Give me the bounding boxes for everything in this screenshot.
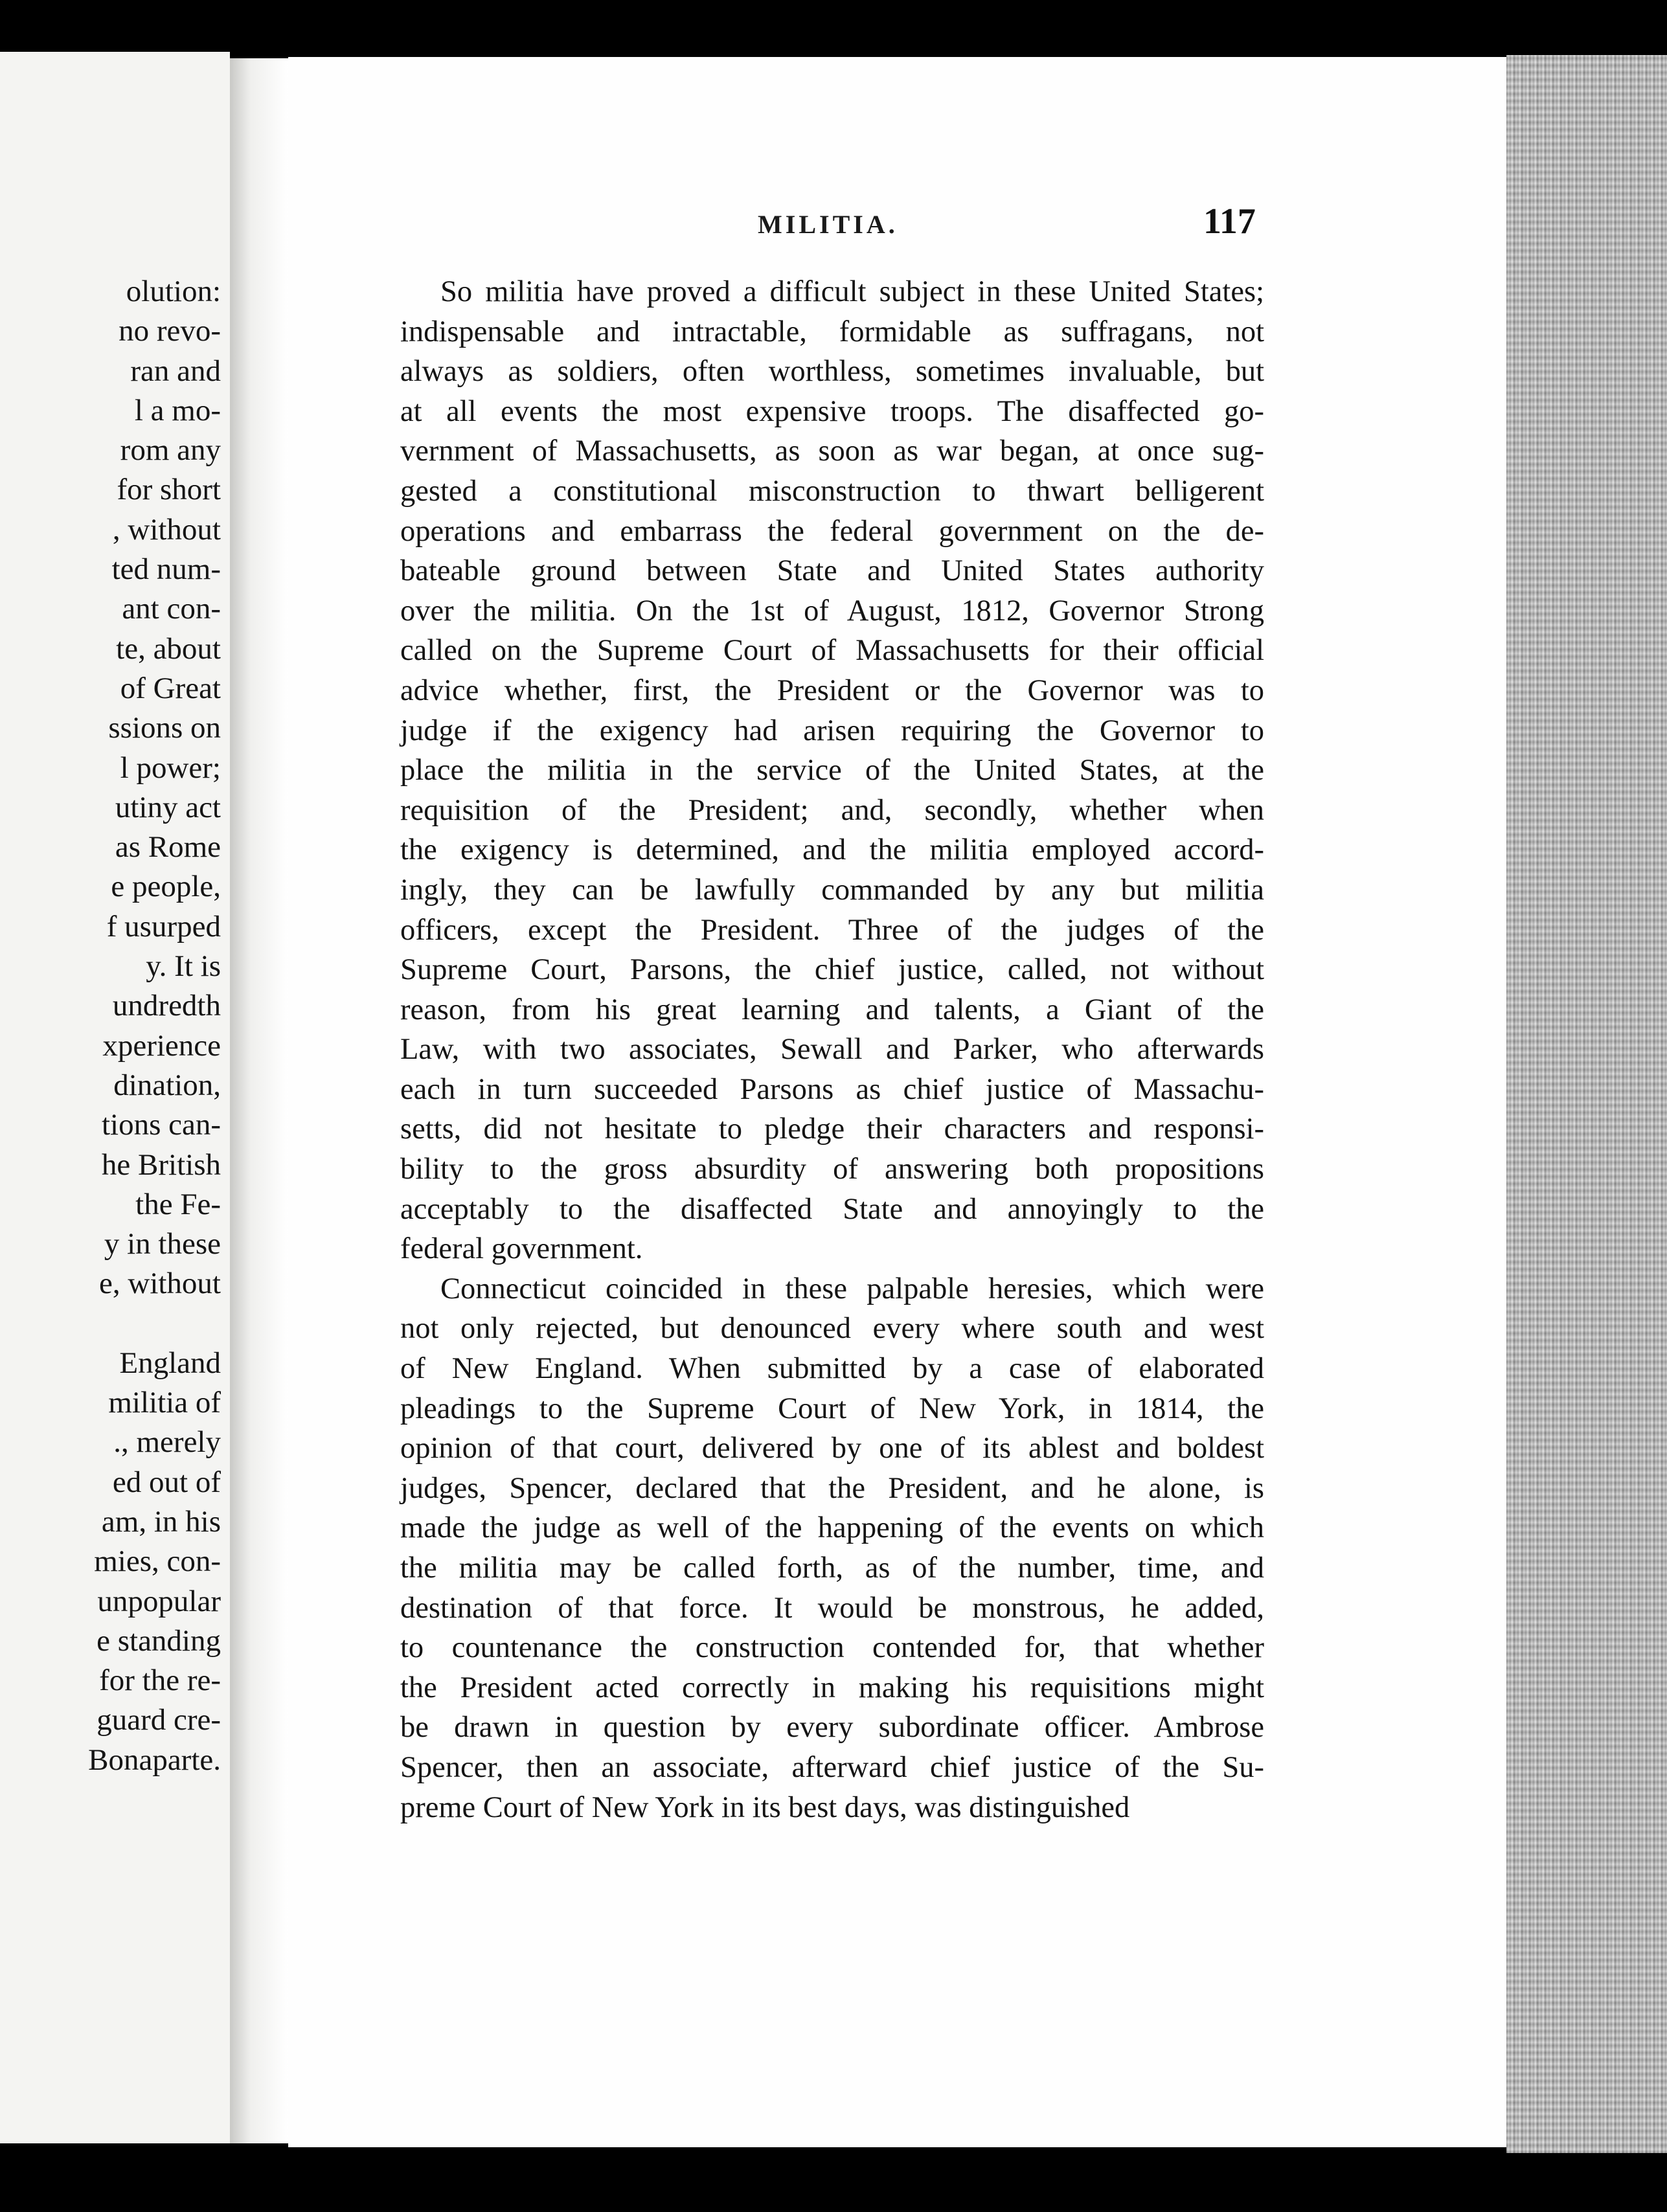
text-line: advice whether, first, the President or the Governor was to: [400, 673, 1264, 707]
facing-page-line: dination,: [113, 1068, 221, 1102]
text-line: reason, from his great learning and talents, a Giant of the: [400, 993, 1264, 1026]
facing-page-line: the Fe-: [135, 1187, 221, 1221]
text-line: called on the Supreme Court of Massachusetts for their official: [400, 634, 1264, 668]
facing-page-line: te, about: [116, 631, 221, 666]
facing-page-line: xperience: [102, 1028, 221, 1063]
facing-page-line: f usurped: [106, 909, 221, 943]
page-body-text: [400, 272, 1264, 1827]
text-line: ingly, they can be lawfully commanded by any but militia: [400, 873, 1264, 907]
text-line: bility to the gross absurdity of answering both propositions: [400, 1153, 1264, 1186]
text-line: the President acted correctly in making his requisitions might: [400, 1671, 1264, 1704]
page-number: 117: [1203, 201, 1256, 242]
text-line: judge if the exigency had arisen requiring the Governor to: [400, 714, 1264, 747]
text-line: judges, Spencer, declared that the President, and he alone, is: [400, 1471, 1264, 1505]
page-edge-stack: [1506, 55, 1667, 2153]
facing-page-line: e standing: [96, 1623, 221, 1658]
facing-page-line: as Rome: [115, 830, 221, 864]
facing-page-line: ant con-: [122, 592, 221, 626]
facing-page-line: ran and: [130, 354, 221, 388]
text-line: destination of that force. It would be monstrous, he added,: [400, 1591, 1264, 1625]
facing-page-line: Bonaparte.: [88, 1743, 221, 1777]
text-line: vernment of Massachusetts, as soon as war began, at once sug-: [400, 435, 1264, 468]
text-line: the exigency is determined, and the militia employed accord-: [400, 833, 1264, 867]
facing-page-line: , without: [112, 512, 221, 547]
facing-page-line: undredth: [112, 989, 221, 1023]
facing-page-line: tions can-: [101, 1108, 221, 1142]
facing-page-line: guard cre-: [96, 1703, 221, 1737]
text-line: opinion of that court, delivered by one of its ablest and boldest: [400, 1432, 1264, 1465]
facing-page-paragraph-gap: [0, 1304, 221, 1344]
text-line: at all events the most expensive troops. The disaffected go-: [400, 394, 1264, 428]
text-line: preme Court of New York in its best days, was distinguished: [400, 1790, 1130, 1824]
text-line: each in turn succeeded Parsons as chief justice of Massachu-: [400, 1072, 1264, 1106]
facing-page-line: l power;: [120, 751, 221, 785]
facing-page-line: utiny act: [115, 790, 221, 824]
facing-page-line: l a mo-: [134, 393, 221, 427]
facing-page-line: ssions on: [108, 711, 221, 745]
text-line: be drawn in question by every subordinate officer. Ambrose: [400, 1711, 1264, 1744]
paragraph: [400, 1269, 1264, 1827]
text-line: operations and embarrass the federal government on the de-: [400, 514, 1264, 548]
text-line: federal government.: [400, 1232, 643, 1266]
facing-page-line: mies, con-: [94, 1544, 221, 1579]
facing-page: [0, 52, 230, 2143]
text-line: not only rejected, but denounced every where south and west: [400, 1312, 1264, 1346]
facing-page-line: of Great: [120, 671, 221, 705]
text-line: So militia have proved a difficult subject in these United States;: [440, 275, 1264, 308]
facing-page-line: am, in his: [101, 1504, 221, 1539]
facing-page-line: y. It is: [146, 949, 221, 984]
facing-page-line: for the re-: [99, 1664, 221, 1698]
text-line: Supreme Court, Parsons, the chief justice, called, not without: [400, 953, 1264, 987]
text-line: the militia may be called forth, as of the number, time, and: [400, 1552, 1264, 1585]
book-gutter: [230, 58, 288, 2143]
facing-page-line: y in these: [104, 1227, 221, 1261]
running-head: MILITIA.: [758, 210, 898, 239]
facing-page-line: e, without: [99, 1267, 221, 1301]
text-line: requisition of the President; and, secondly, whether when: [400, 793, 1264, 827]
paragraph: [400, 272, 1264, 1269]
facing-page-line: England: [119, 1346, 221, 1380]
text-line: made the judge as well of the happening of the events on which: [400, 1511, 1264, 1545]
facing-page-line: he British: [101, 1147, 221, 1182]
text-line: Connecticut coincided in these palpable heresies, which were: [440, 1272, 1264, 1305]
facing-page-line: for short: [117, 473, 221, 507]
facing-page-line: rom any: [120, 433, 221, 468]
text-line: setts, did not hesitate to pledge their characters and responsi-: [400, 1112, 1264, 1146]
facing-page-line: olution:: [126, 275, 221, 308]
text-line: to countenance the construction contended for, that whether: [400, 1631, 1264, 1665]
text-line: gested a constitutional misconstruction to thwart belligerent: [400, 474, 1264, 508]
facing-page-text: [0, 272, 221, 1780]
facing-page-line: ted num-: [111, 552, 221, 587]
text-line: bateable ground between State and United States authority: [400, 554, 1264, 588]
text-line: of New England. When submitted by a case of elaborated: [400, 1352, 1264, 1386]
text-line: always as soldiers, often worthless, sometimes invaluable, but: [400, 355, 1264, 389]
text-line: over the militia. On the 1st of August, 1812, Governor Strong: [400, 594, 1264, 627]
text-line: pleadings to the Supreme Court of New York, in 1814, the: [400, 1392, 1264, 1425]
facing-page-line: unpopular: [97, 1584, 221, 1618]
facing-page-line: ., merely: [113, 1425, 221, 1460]
text-line: officers, except the President. Three of the judges of the: [400, 913, 1264, 947]
text-line: Spencer, then an associate, afterward chief justice of the Su-: [400, 1750, 1264, 1784]
facing-page-line: ed out of: [112, 1465, 221, 1499]
facing-page-line: no revo-: [119, 314, 221, 348]
facing-page-line: e people,: [111, 870, 221, 904]
text-line: place the militia in the service of the United States, at the: [400, 754, 1264, 787]
facing-page-line: militia of: [108, 1386, 221, 1420]
text-line: acceptably to the disaffected State and annoyingly to the: [400, 1192, 1264, 1226]
text-line: indispensable and intractable, formidable as suffragans, not: [400, 315, 1264, 348]
text-line: Law, with two associates, Sewall and Parker, who afterwards: [400, 1033, 1264, 1066]
